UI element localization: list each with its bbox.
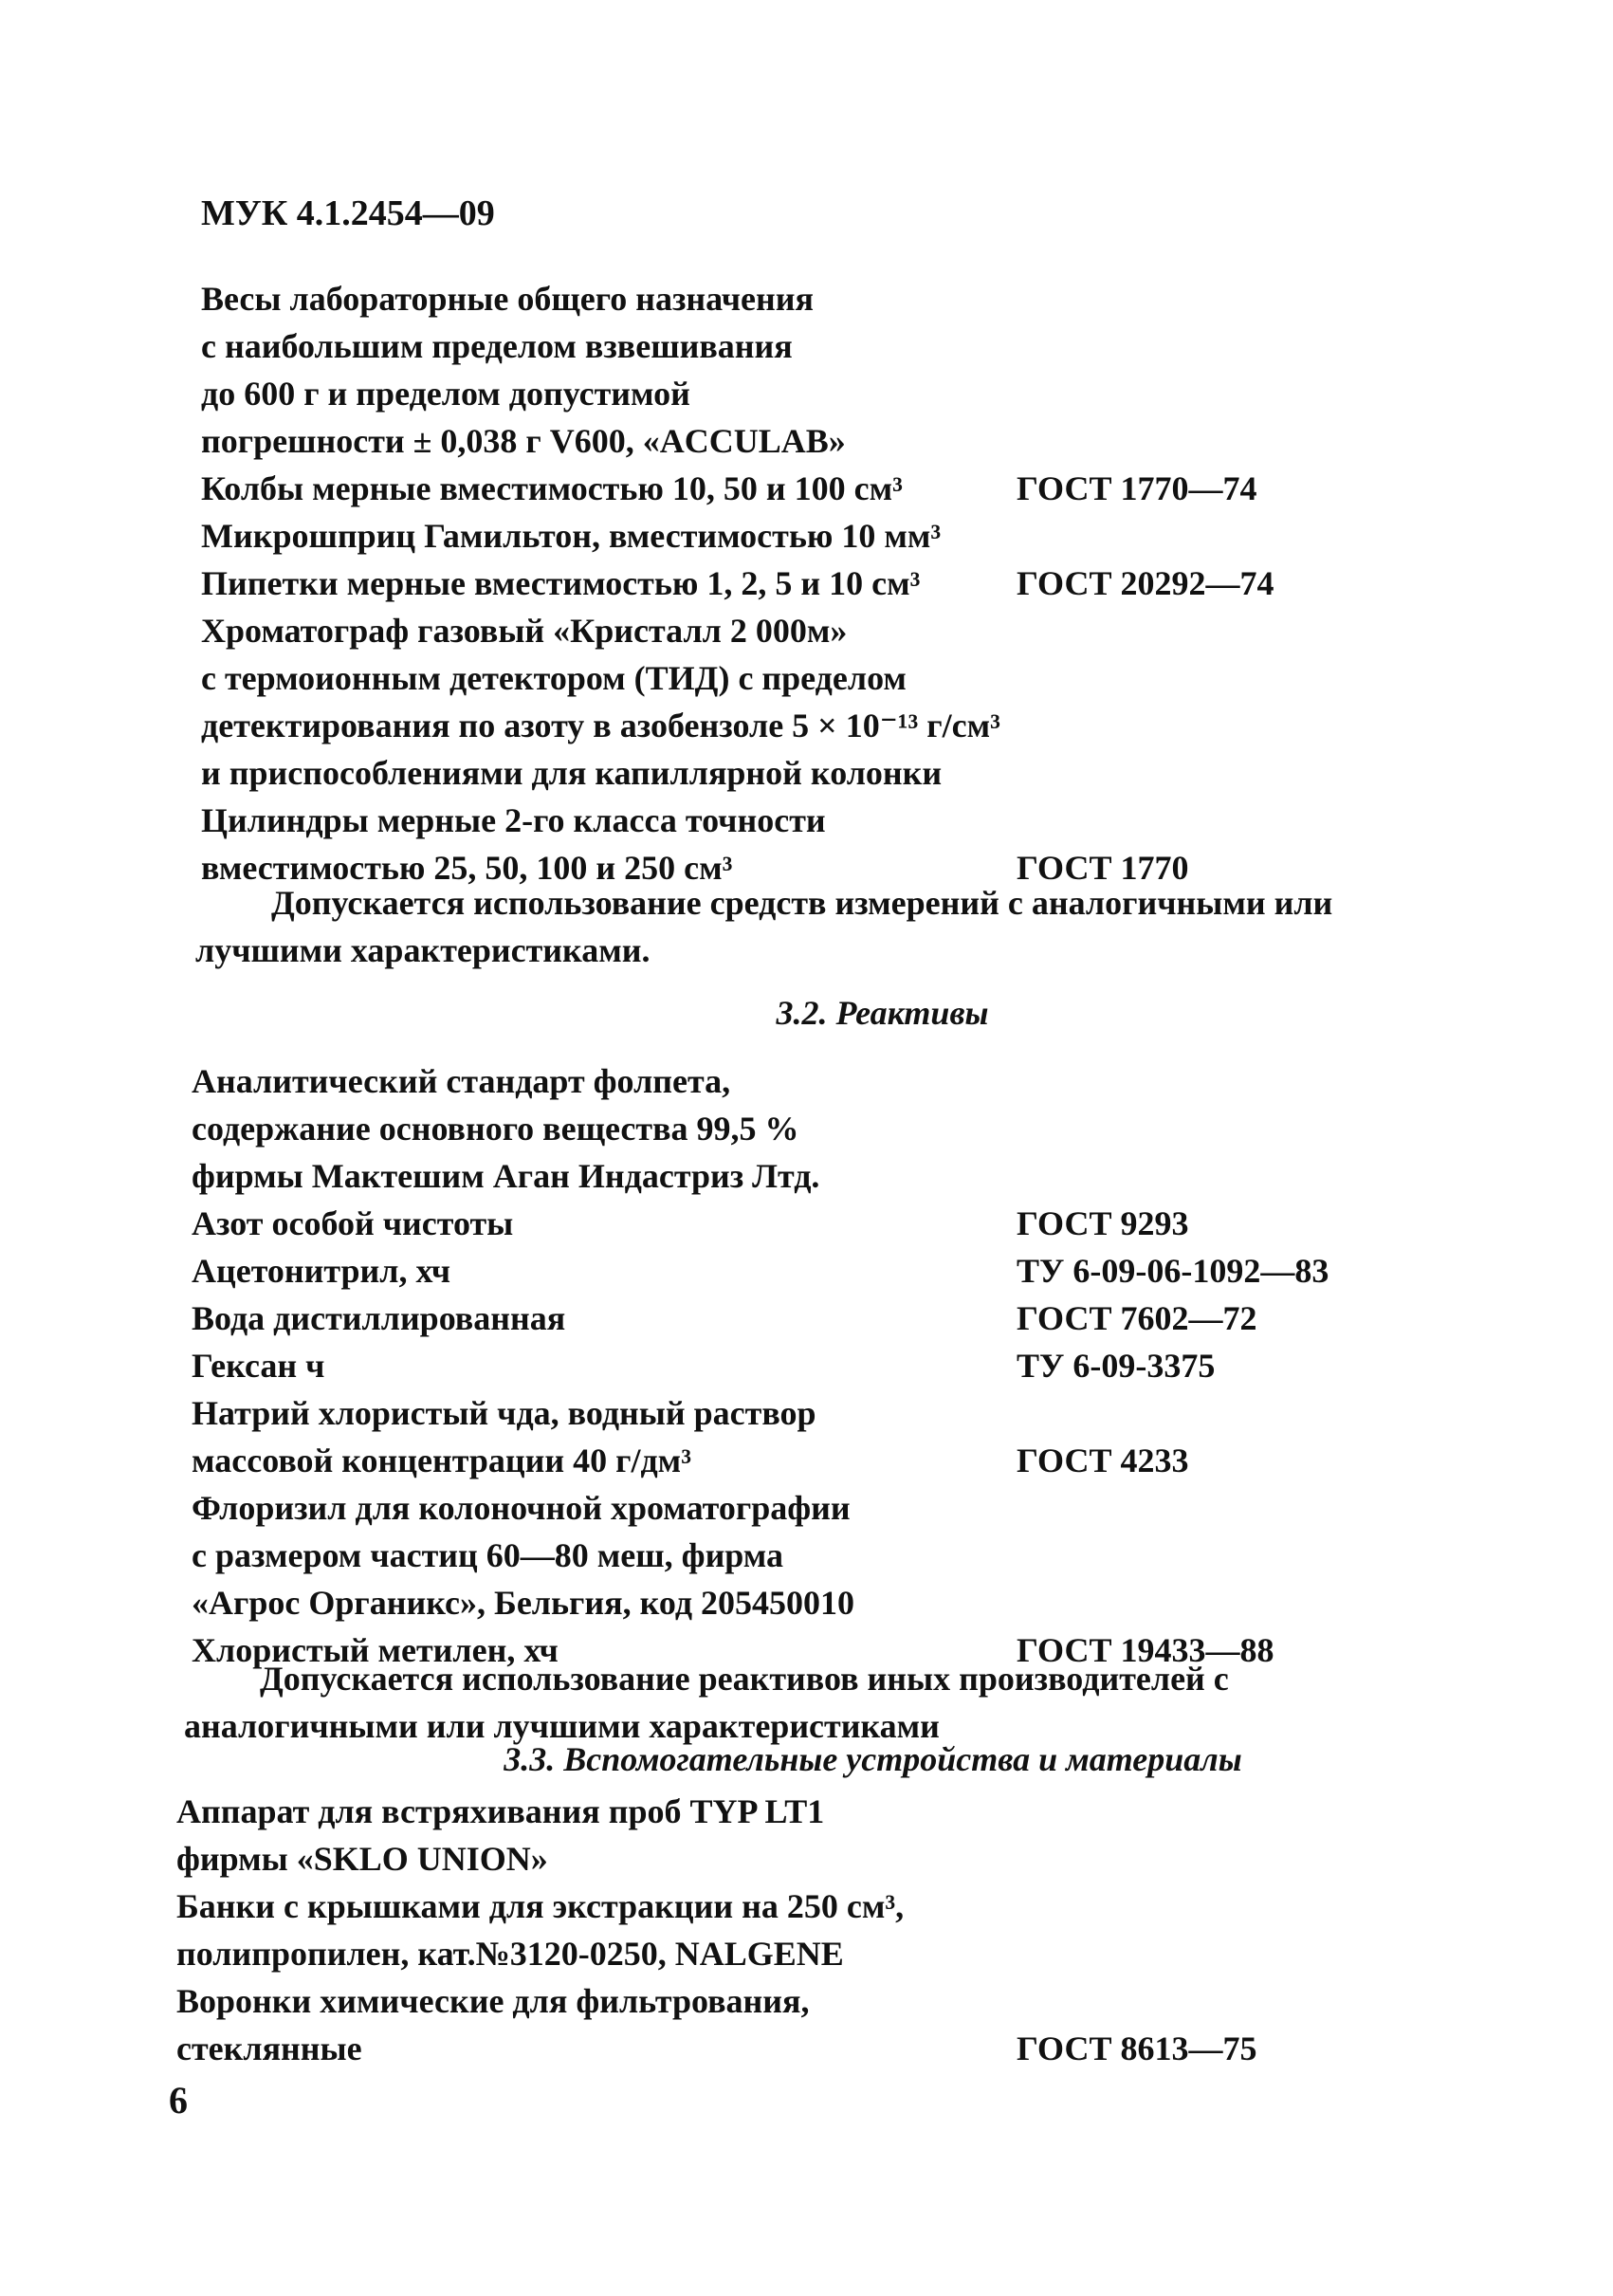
item-text: стеклянные	[176, 2030, 362, 2067]
item-text: Вода дистиллированная	[192, 1299, 566, 1337]
item-text: с термоионным детектором (ТИД) с пределом	[201, 659, 907, 697]
item-text: «Агрос Органикс», Бельгия, код 205450010	[192, 1584, 855, 1622]
item-standard: ГОСТ 1770—74	[1017, 469, 1257, 507]
list-item	[192, 1342, 1424, 1389]
item-standard: ГОСТ 7602—72	[1017, 1299, 1257, 1337]
item-standard: ГОСТ 8613—75	[1017, 2030, 1257, 2067]
list-item	[201, 512, 1434, 560]
list-item	[176, 1883, 1409, 1930]
list-item	[201, 417, 1434, 465]
list-item	[192, 1295, 1424, 1342]
list-item	[192, 1484, 1424, 1532]
reagents-heading: 3.2. Реактивы	[776, 994, 989, 1032]
item-standard: ТУ 6-09-06-1092—83	[1017, 1252, 1329, 1290]
list-item	[201, 275, 1434, 322]
list-item	[176, 1788, 1409, 1835]
item-text: погрешности ± 0,038 г V600, «ACCULAB»	[201, 422, 846, 460]
item-text: полипропилен, кат.№3120-0250, NALGENE	[176, 1935, 844, 1973]
item-text: Хлористый метилен, хч	[192, 1631, 559, 1669]
item-standard: ГОСТ 1770	[1017, 849, 1189, 887]
list-item	[176, 1930, 1409, 1977]
item-text: Колбы мерные вместимостью 10, 50 и 100 см³	[201, 469, 903, 507]
item-standard: ГОСТ 4233	[1017, 1442, 1189, 1479]
item-text: вместимостью 25, 50, 100 и 250 см³	[201, 849, 733, 887]
item-text: до 600 г и пределом допустимой	[201, 375, 690, 413]
item-text: Аналитический стандарт фолпета,	[192, 1062, 731, 1100]
list-item	[192, 1105, 1424, 1152]
reagents-note: Допускается использование реактивов иных производителей с аналогичными или лучшими характеристиками	[184, 1660, 1229, 1745]
page-number: 6	[169, 2079, 188, 2122]
list-item	[201, 654, 1434, 702]
instruments-list	[201, 275, 1434, 891]
list-item	[192, 1247, 1424, 1295]
item-text: с наибольшим пределом взвешивания	[201, 327, 793, 365]
item-text: массовой концентрации 40 г/дм³	[192, 1442, 691, 1479]
list-item	[192, 1389, 1424, 1437]
item-text: Аппарат для встряхивания проб TYP LT1	[176, 1792, 825, 1830]
list-item	[201, 322, 1434, 370]
list-item	[176, 2025, 1409, 2072]
document-code: МУК 4.1.2454—09	[201, 193, 495, 233]
list-item	[201, 749, 1434, 797]
list-item	[201, 702, 1434, 749]
list-item	[192, 1437, 1424, 1484]
item-text: Гексан ч	[192, 1347, 325, 1385]
list-item	[192, 1152, 1424, 1200]
item-text: детектирования по азоту в азобензоле 5 × 10⁻¹³ г/см³	[201, 707, 1000, 744]
list-item	[176, 1977, 1409, 2025]
item-text: и приспособлениями для капиллярной колонки	[201, 754, 943, 792]
item-text: Хроматограф газовый «Кристалл 2 000м»	[201, 612, 848, 650]
item-text: фирмы «SKLO UNION»	[176, 1840, 548, 1878]
item-text: Воронки химические для фильтрования,	[176, 1982, 810, 2020]
item-text: Весы лабораторные общего назначения	[201, 280, 814, 318]
item-standard: ТУ 6-09-3375	[1017, 1347, 1216, 1385]
item-text: с размером частиц 60—80 меш, фирма	[192, 1536, 784, 1574]
reagents-list	[192, 1057, 1424, 1674]
list-item	[201, 607, 1434, 654]
list-item	[192, 1532, 1424, 1579]
list-item	[201, 465, 1434, 512]
list-item	[201, 797, 1434, 844]
item-text: содержание основного вещества 99,5 %	[192, 1110, 799, 1148]
item-text: Азот особой чистоты	[192, 1204, 514, 1242]
auxiliary-heading: 3.3. Вспомогательные устройства и материалы	[504, 1740, 1242, 1778]
item-standard: ГОСТ 20292—74	[1017, 564, 1274, 602]
instruments-note: Допускается использование средств измерений с аналогичными или лучшими характеристиками.	[195, 884, 1333, 969]
item-text: Цилиндры мерные 2-го класса точности	[201, 801, 826, 839]
item-standard: ГОСТ 19433—88	[1017, 1631, 1274, 1669]
item-standard: ГОСТ 9293	[1017, 1204, 1189, 1242]
item-text: Флоризил для колоночной хроматографии	[192, 1489, 851, 1527]
item-text: фирмы Мактешим Аган Индастриз Лтд.	[192, 1157, 820, 1195]
item-text: Микрошприц Гамильтон, вместимостью 10 мм³	[201, 517, 942, 555]
item-text: Ацетонитрил, хч	[192, 1252, 451, 1290]
item-text: Банки с крышками для экстракции на 250 см³,	[176, 1887, 905, 1925]
item-text: Натрий хлористый чда, водный раствор	[192, 1394, 816, 1432]
list-item	[176, 1835, 1409, 1883]
list-item	[201, 370, 1434, 417]
list-item	[192, 1200, 1424, 1247]
list-item	[201, 560, 1434, 607]
item-text: Пипетки мерные вместимостью 1, 2, 5 и 10 см³	[201, 564, 921, 602]
auxiliary-list	[176, 1788, 1409, 2072]
list-item	[192, 1057, 1424, 1105]
list-item	[192, 1579, 1424, 1626]
